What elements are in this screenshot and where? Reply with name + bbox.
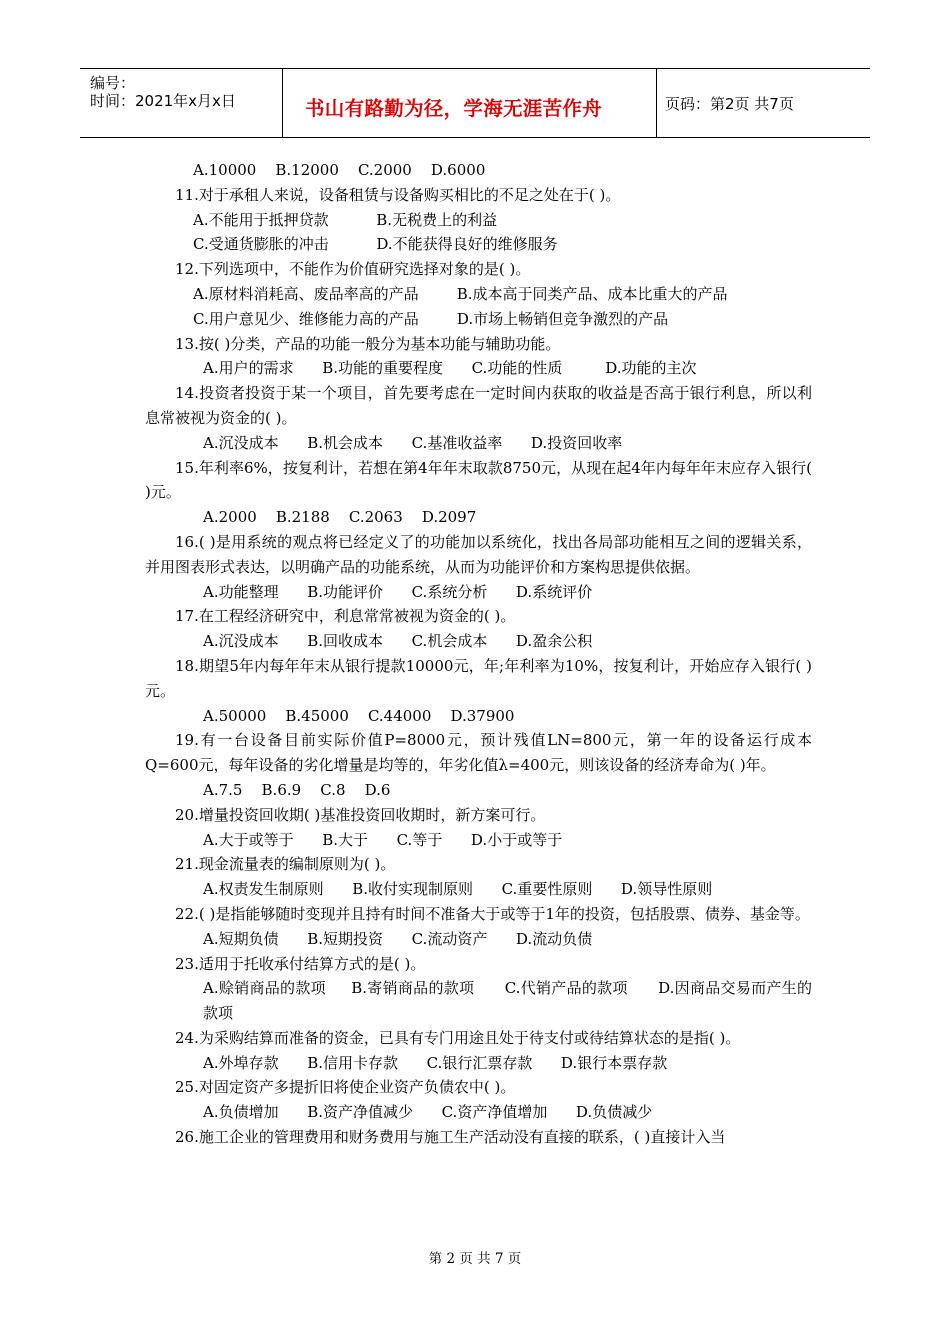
document-body <box>145 158 812 1150</box>
answer-options: A.赊销商品的款项 B.寄销商品的款项 C.代销产品的款项 D.因商品交易而产生的款项 <box>203 979 812 1023</box>
question-text: 21.现金流量表的编制原则为( )。 <box>175 855 396 874</box>
page-footer: 第 2 页 共 7 页 <box>428 1251 522 1267</box>
code-label: 编号： <box>90 74 136 92</box>
answer-options: A.外埠存款 B.信用卡存款 C.银行汇票存款 D.银行本票存款 <box>203 1053 668 1072</box>
question-text: 16.( )是用系统的观点将已经定义了的功能加以系统化，找出各局部功能相互之间的逻辑关系，并用图表形式表达，以明确产品的功能系统，从而为功能评价和方案构思提供依据。 <box>145 532 812 576</box>
answer-options: A.不能用于抵押贷款 B.无税费上的利益 <box>193 210 498 229</box>
answer-options: A.权责发生制原则 B.收付实现制原则 C.重要性原则 D.领导性原则 <box>203 880 713 899</box>
question-text: 12.下列选项中，不能作为价值研究选择对象的是( )。 <box>175 260 531 279</box>
header-info-cell <box>80 69 283 137</box>
page-header <box>80 68 870 138</box>
answer-options: A.50000 B.45000 C.44000 D.37900 <box>203 706 515 725</box>
question-text: 11.对于承租人来说，设备租赁与设备购买相比的不足之处在于( )。 <box>175 185 621 204</box>
answer-options: A.原材料消耗高、废品率高的产品 B.成本高于同类产品、成本比重大的产品 <box>193 284 728 303</box>
question-text: 23.适用于托收承付结算方式的是( )。 <box>175 954 426 973</box>
answer-options: A.7.5 B.6.9 C.8 D.6 <box>203 780 391 799</box>
answer-options: A.功能整理 B.功能评价 C.系统分析 D.系统评价 <box>203 582 593 601</box>
answer-options: C.受通货膨胀的冲击 D.不能获得良好的维修服务 <box>193 235 558 254</box>
header-motto-cell <box>283 69 657 137</box>
answer-options: A.沉没成本 B.回收成本 C.机会成本 D.盈余公积 <box>203 632 593 651</box>
answer-options: A.10000 B.12000 C.2000 D.6000 <box>193 161 486 179</box>
page-info: 页码：第2页 共7页 <box>665 95 794 113</box>
question-text: 19.有一台设备目前实际价值P=8000元，预计残值LN=800元，第一年的设备运行成本Q=600元，每年设备的劣化增量是均等的，年劣化值λ=400元，则该设备的经济寿命为( )年。 <box>145 731 812 775</box>
question-text: 18.期望5年内每年年末从银行提款10000元，年;年利率为10%，按复利计，开始应存入银行( )元。 <box>145 656 812 700</box>
answer-options: C.用户意见少、维修能力高的产品 D.市场上畅销但竞争激烈的产品 <box>193 309 669 328</box>
motto-text: 书山有路勤为径，学海无涯苦作舟 <box>305 97 603 120</box>
question-text: 25.对固定资产多提折旧将使企业资产负债农中( )。 <box>175 1078 516 1097</box>
question-text: 14.投资者投资于某一个项目，首先要考虑在一定时间内获取的收益是否高于银行利息，所以利息常被视为资金的( )。 <box>145 384 812 427</box>
answer-options: A.沉没成本 B.机会成本 C.基准收益率 D.投资回收率 <box>203 433 623 452</box>
answer-options: A.短期负债 B.短期投资 C.流动资产 D.流动负债 <box>203 929 593 948</box>
question-text: 17.在工程经济研究中，利息常常被视为资金的( )。 <box>175 607 516 626</box>
answer-options: A.用户的需求 B.功能的重要程度 C.功能的性质 D.功能的主次 <box>203 359 697 378</box>
question-text: 22.( )是指能够随时变现并且持有时间不准备大于或等于1年的投资，包括股票、债券、基金等。 <box>175 904 810 923</box>
header-page-cell <box>657 69 870 137</box>
question-text: 26.施工企业的管理费用和财务费用与施工生产活动没有直接的联系，( )直接计入当 <box>175 1128 726 1147</box>
question-text: 24.为采购结算而准备的资金，已具有专门用途且处于待支付或待结算状态的是指( )。 <box>175 1028 741 1047</box>
question-text: 13.按( )分类，产品的功能一般分为基本功能与辅助功能。 <box>175 334 561 353</box>
answer-options: A.负债增加 B.资产净值减少 C.资产净值增加 D.负债减少 <box>203 1103 653 1122</box>
question-text: 20.增量投资回收期( )基准投资回收期时，新方案可行。 <box>175 805 546 824</box>
answer-options: A.大于或等于 B.大于 C.等于 D.小于或等于 <box>203 830 563 849</box>
time-label: 时间：2021年x月x日 <box>90 92 236 110</box>
answer-options: A.2000 B.2188 C.2063 D.2097 <box>203 508 477 527</box>
question-text: 15.年利率6%，按复利计，若想在第4年年末取款8750元，从现在起4年内每年年末应存入银行( )元。 <box>145 458 812 502</box>
